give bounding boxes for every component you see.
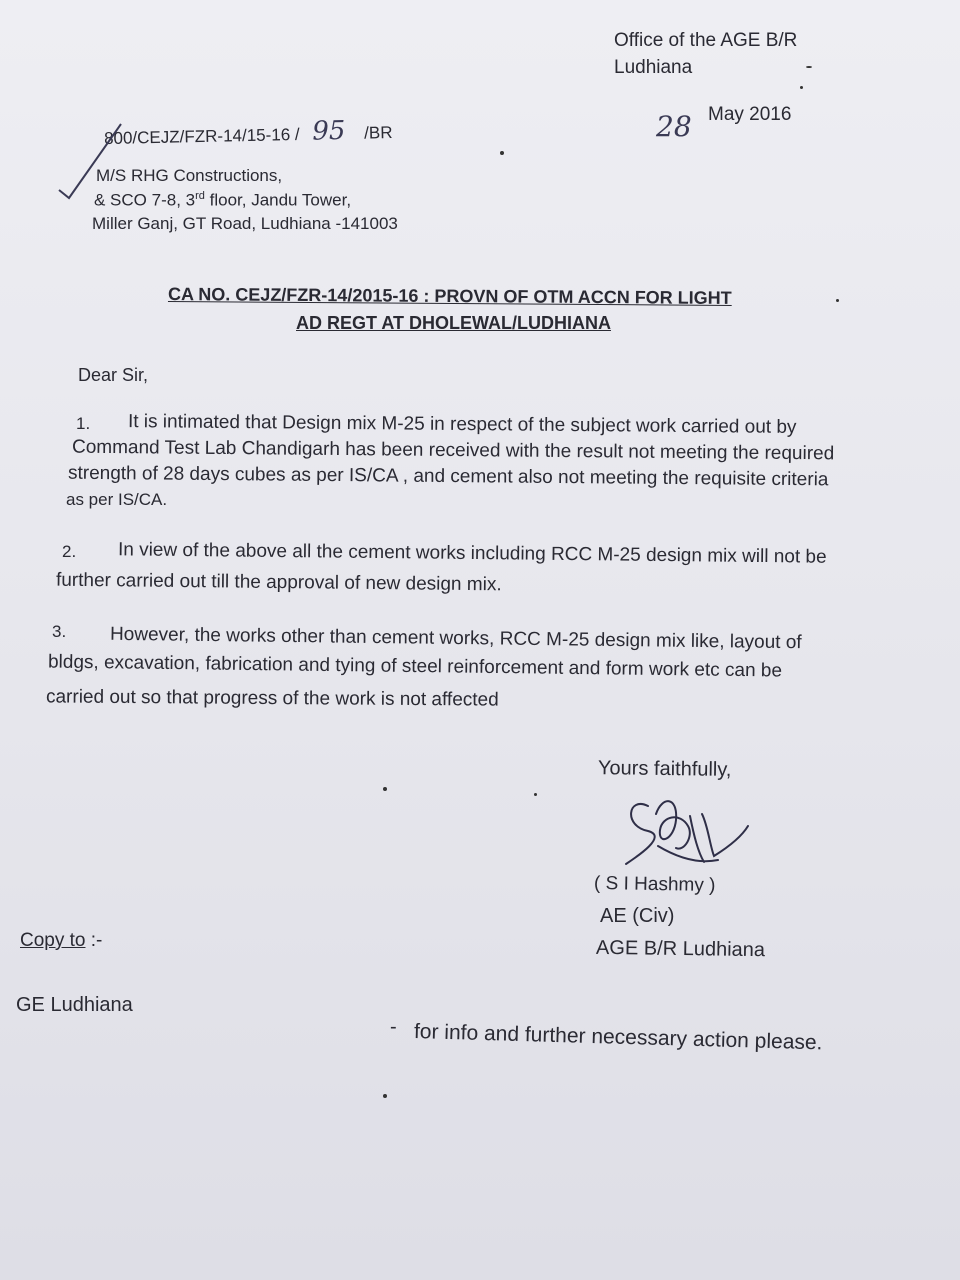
signatory-office: AGE B/R Ludhiana	[595, 936, 766, 962]
copy-recipient: GE Ludhiana	[16, 994, 133, 1016]
signatory-name: ( S I Hashmy )	[593, 872, 716, 897]
speck-1	[500, 151, 504, 155]
para3-line-1: However, the works other than cement works, RCC M-25 design mix like, layout of	[109, 623, 802, 654]
date-text: May 2016	[708, 104, 792, 125]
address-line-1: M/S RHG Constructions,	[96, 166, 283, 185]
office-line-1: Office of the AGE B/R	[614, 30, 798, 51]
speck-3	[534, 793, 537, 796]
para3-number: 3.	[52, 622, 67, 641]
copy-dash: -	[390, 1016, 397, 1038]
para1-line-1: It is intimated that Design mix M-25 in respect of the subject work carried out by	[127, 411, 797, 438]
para1-line-4: as per IS/CA.	[66, 490, 168, 509]
copy-to-text: Copy to	[20, 930, 86, 951]
speck-2	[383, 787, 387, 791]
copy-to-suffix: :-	[85, 930, 103, 951]
subject-line-1: CA NO. CEJZ/FZR-14/2015-16 : PROVN OF OTM ACCN FOR LIGHT	[167, 284, 732, 308]
speck-7	[800, 86, 803, 89]
speck-6	[806, 66, 812, 68]
address-line-3: Miller Ganj, GT Road, Ludhiana -141003	[92, 214, 398, 233]
reference-handwritten: 95	[311, 115, 346, 147]
tick-mark-icon	[55, 120, 125, 200]
speck-4	[383, 1094, 387, 1098]
reference-number	[104, 115, 393, 151]
signature-icon	[618, 786, 758, 886]
speck-5	[836, 299, 839, 302]
reference-number-text: 800/CEJZ/FZR-14/15-16 /	[103, 124, 300, 149]
para3-line-2: bldgs, excavation, fabrication and tying of steel reinforcement and form work etc can be	[47, 651, 783, 682]
salutation: Dear Sir,	[78, 365, 149, 385]
para2-number: 2.	[62, 542, 77, 561]
office-line-2: Ludhiana	[614, 57, 693, 78]
reference-suffix: /BR	[363, 122, 393, 143]
copy-to-label	[20, 930, 102, 952]
address-line-2	[94, 190, 351, 211]
signatory-designation: AE (Civ)	[600, 905, 675, 927]
para3-line-3: carried out so that progress of the work is not affected	[45, 686, 499, 711]
para2-line-1: In view of the above all the cement works including RCC M-25 design mix will not be	[117, 539, 827, 568]
address-line-2-post: floor, Jandu Tower,	[204, 190, 352, 210]
para1-line-2: Command Test Lab Chandigarh has been received with the result not meeting the required	[71, 436, 835, 465]
para1-line-3: strength of 28 days cubes as per IS/CA , and cement also not meeting the requisite criteria	[67, 462, 829, 491]
yours-faithfully: Yours faithfully,	[597, 757, 732, 781]
subject-line-2: AD REGT AT DHOLEWAL/LUDHIANA	[296, 313, 611, 333]
address-line-2-sup: rd	[195, 190, 205, 202]
copy-note: for info and further necessary action please.	[413, 1020, 823, 1055]
address-line-2-pre: & SCO 7-8, 3	[94, 190, 196, 210]
para1-number: 1.	[76, 414, 91, 433]
para2-line-2: further carried out till the approval of new design mix.	[55, 569, 502, 596]
date-handwritten: 28	[656, 110, 692, 143]
